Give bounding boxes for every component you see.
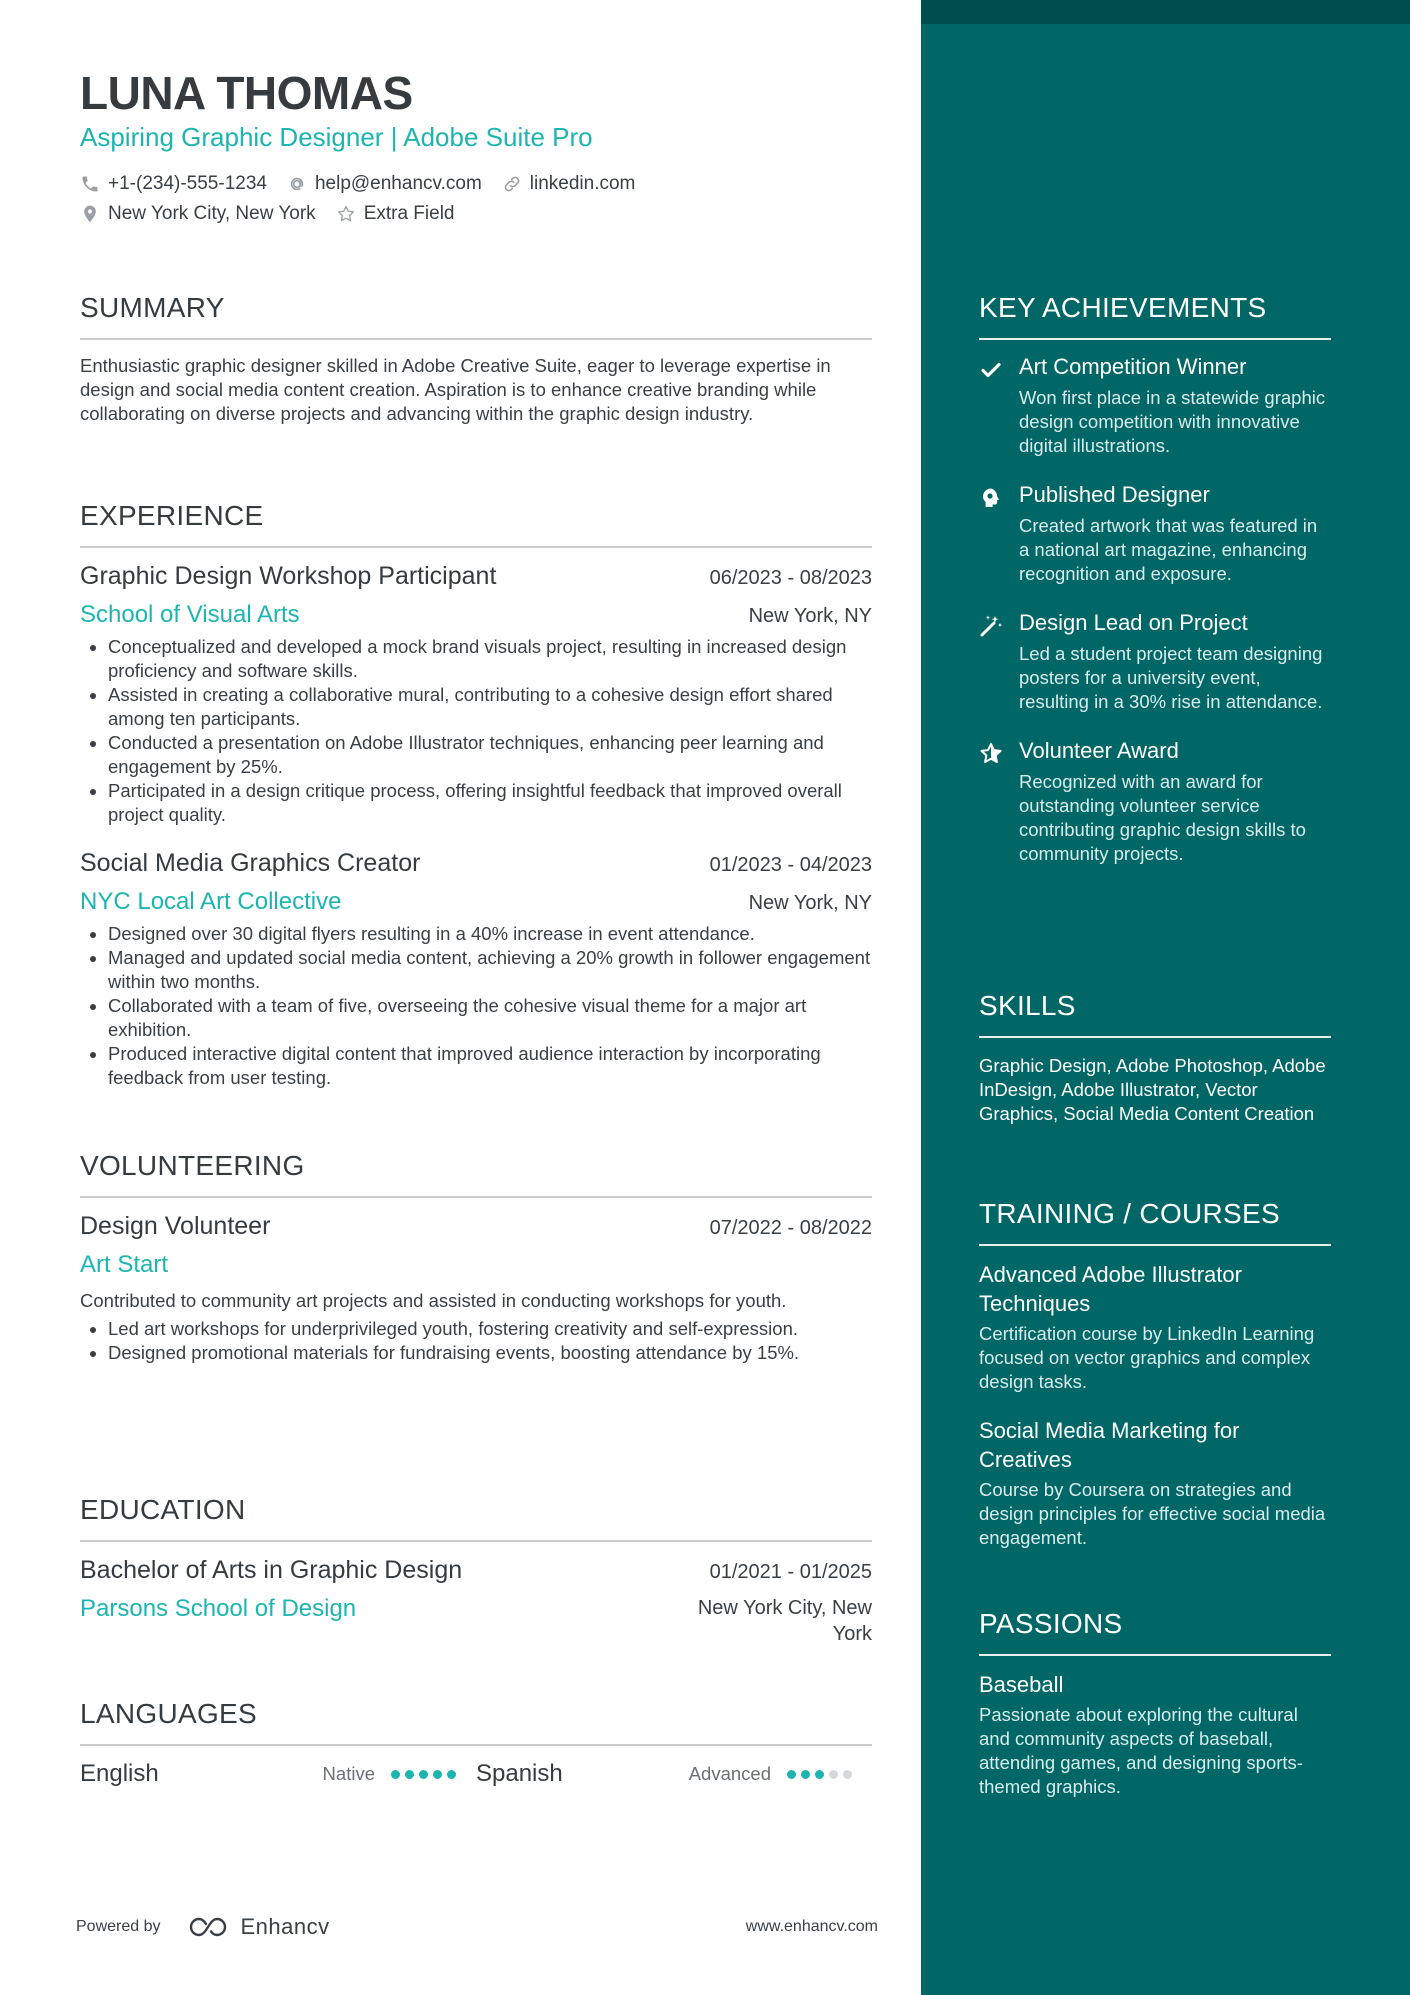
volunteering-heading: VOLUNTEERING	[80, 1150, 872, 1198]
education-degree: Bachelor of Arts in Graphic Design	[80, 1556, 463, 1584]
passion-title: Baseball	[979, 1672, 1064, 1697]
star-outline-icon	[336, 204, 356, 224]
contact-link	[502, 173, 636, 195]
job-role: Graphic Design Workshop Participant	[80, 562, 497, 590]
passions-heading: PASSIONS	[979, 1608, 1331, 1656]
achievements-section	[979, 292, 1331, 866]
job-entry	[80, 562, 872, 827]
summary-section	[80, 292, 872, 426]
list-item: Collaborated with a team of five, overseeing the cohesive visual theme for a major art exhibition.	[80, 994, 872, 1042]
list-item: Designed over 30 digital flyers resulting in a 40% increase in event attendance.	[80, 922, 872, 946]
achievement-item	[979, 738, 1331, 866]
language-name: Spanish	[476, 1760, 563, 1787]
achievement-body	[1019, 738, 1331, 866]
email-text[interactable]: help@enhancv.com	[314, 173, 482, 194]
achievements-heading: KEY ACHIEVEMENTS	[979, 292, 1331, 340]
volunteer-role: Design Volunteer	[80, 1212, 271, 1240]
proficiency-dots	[787, 1770, 857, 1779]
link-text[interactable]: linkedin.com	[529, 173, 636, 194]
language-item	[476, 1760, 872, 1788]
experience-heading: EXPERIENCE	[80, 500, 872, 548]
job-subheader	[80, 601, 872, 629]
contact-email	[287, 173, 482, 195]
languages-heading: LANGUAGES	[80, 1698, 872, 1746]
proficiency-dot-empty	[829, 1770, 838, 1779]
volunteer-organization: Art Start	[80, 1251, 169, 1278]
passions-section	[979, 1608, 1331, 1799]
website-link[interactable]: www.enhancv.com	[745, 1918, 878, 1935]
volunteer-header	[80, 1212, 872, 1241]
achievement-title: Design Lead on Project	[1019, 610, 1248, 635]
language-level: Native	[322, 1763, 375, 1784]
contact-extra	[336, 203, 455, 225]
skills-section	[979, 990, 1331, 1126]
location-text: New York City, New York	[108, 203, 316, 224]
volunteer-dates: 07/2022 - 08/2022	[709, 1217, 872, 1239]
achievement-body	[1019, 354, 1331, 458]
training-heading: TRAINING / COURSES	[979, 1198, 1331, 1246]
list-item: Designed promotional materials for fundraising events, boosting attendance by 15%.	[80, 1341, 872, 1365]
candidate-title: Aspiring Graphic Designer | Adobe Suite Pro	[80, 122, 593, 152]
at-icon	[287, 174, 307, 194]
job-bullets	[80, 635, 872, 827]
achievement-description: Created artwork that was featured in a national art magazine, enhancing recognition and exposure.	[1019, 515, 1318, 584]
location-pin-icon	[80, 204, 100, 224]
job-subheader	[80, 888, 872, 916]
proficiency-dot-filled	[801, 1770, 810, 1779]
job-organization: NYC Local Art Collective	[80, 888, 342, 915]
languages-row	[80, 1760, 872, 1788]
phone-icon	[80, 174, 100, 194]
list-item: Conducted a presentation on Adobe Illustrator techniques, enhancing peer learning and engagement by 25%.	[80, 731, 872, 779]
proficiency-dot-filled	[447, 1770, 456, 1779]
list-item: Conceptualized and developed a mock brand visuals project, resulting in increased design proficiency and software skills.	[80, 635, 872, 683]
proficiency-dot-filled	[419, 1770, 428, 1779]
course-item	[979, 1260, 1331, 1394]
proficiency-dot-filled	[787, 1770, 796, 1779]
checkmark-icon	[979, 354, 1003, 458]
link-icon	[502, 174, 522, 194]
education-dates: 01/2021 - 01/2025	[709, 1561, 872, 1583]
job-dates: 01/2023 - 04/2023	[709, 854, 872, 876]
job-dates: 06/2023 - 08/2023	[709, 567, 872, 589]
job-location: New York, NY	[748, 605, 872, 627]
list-item: Led art workshops for underprivileged youth, fostering creativity and self-expression.	[80, 1317, 872, 1341]
list-item: Participated in a design critique process, offering insightful feedback that improved overall project quality.	[80, 779, 872, 827]
powered-by-label: Powered by	[76, 1918, 161, 1935]
footer	[76, 1914, 878, 1940]
achievement-body	[1019, 482, 1331, 586]
achievement-description: Won first place in a statewide graphic design competition with innovative digital illustrations.	[1019, 387, 1326, 456]
skills-heading: SKILLS	[979, 990, 1331, 1038]
course-title: Social Media Marketing for Creatives	[979, 1418, 1240, 1472]
contact-location	[80, 203, 316, 225]
achievement-description: Recognized with an award for outstanding volunteer service contributing graphic design skills to community projects.	[1019, 771, 1306, 864]
extra-field-text: Extra Field	[363, 203, 455, 224]
phone-text[interactable]: +1-(234)-555-1234	[108, 173, 267, 194]
education-subheader	[80, 1595, 872, 1647]
experience-section	[80, 500, 872, 1090]
contact-row-1	[80, 173, 655, 195]
job-header	[80, 562, 872, 591]
job-entry	[80, 849, 872, 1090]
skills-text: Graphic Design, Adobe Photoshop, Adobe InDesign, Adobe Illustrator, Vector Graphics, Social Media Content Creation	[979, 1055, 1326, 1124]
course-title: Advanced Adobe Illustrator Techniques	[979, 1262, 1242, 1316]
achievement-item	[979, 354, 1331, 458]
volunteer-description: Contributed to community art projects and assisted in conducting workshops for youth.	[80, 1290, 787, 1311]
list-item: Produced interactive digital content that improved audience interaction by incorporating feedback from user testing.	[80, 1042, 872, 1090]
education-heading: EDUCATION	[80, 1494, 872, 1542]
brain-icon	[979, 482, 1003, 586]
star-icon	[979, 738, 1003, 866]
proficiency-dot-filled	[391, 1770, 400, 1779]
summary-heading: SUMMARY	[80, 292, 872, 340]
achievement-description: Led a student project team designing posters for a university event, resulting in a 30% rise in attendance.	[1019, 643, 1323, 712]
language-level: Advanced	[688, 1763, 771, 1784]
list-item: Assisted in creating a collaborative mural, contributing to a cohesive design effort shared among ten participants.	[80, 683, 872, 731]
job-bullets	[80, 922, 872, 1090]
languages-section	[80, 1698, 872, 1788]
passion-description: Passionate about exploring the cultural and community aspects of baseball, attending games, and designing sports-themed graphics.	[979, 1704, 1303, 1797]
achievement-title: Published Designer	[1019, 482, 1210, 507]
achievement-title: Art Competition Winner	[1019, 354, 1247, 379]
contact-phone	[80, 173, 267, 195]
volunteering-section	[80, 1150, 872, 1365]
course-description: Course by Coursera on strategies and design principles for effective social media engagement.	[979, 1479, 1326, 1548]
summary-text: Enthusiastic graphic designer skilled in Adobe Creative Suite, eager to leverage expertise in design and social media content creation. Aspiration is to enhance creative branding while collaborating on diverse projects and advancing within the graphic design industry.	[80, 355, 831, 424]
job-role: Social Media Graphics Creator	[80, 849, 421, 877]
brand-name[interactable]: Enhancv	[240, 1914, 330, 1939]
course-item	[979, 1416, 1331, 1550]
enhancv-logo-icon	[187, 1915, 233, 1939]
achievement-body	[1019, 610, 1331, 714]
job-organization: School of Visual Arts	[80, 601, 300, 628]
list-item: Managed and updated social media content, achieving a 20% growth in follower engagement within two months.	[80, 946, 872, 994]
achievement-title: Volunteer Award	[1019, 738, 1179, 763]
job-location: New York, NY	[748, 892, 872, 914]
education-header	[80, 1556, 872, 1585]
education-school: Parsons School of Design	[80, 1595, 357, 1622]
proficiency-dot-empty	[843, 1770, 852, 1779]
powered-by	[76, 1914, 330, 1940]
sidebar-top-band	[921, 0, 1410, 24]
language-item	[80, 1760, 476, 1788]
job-header	[80, 849, 872, 878]
language-name: English	[80, 1760, 159, 1787]
volunteer-bullets	[80, 1317, 872, 1365]
proficiency-dot-filled	[405, 1770, 414, 1779]
proficiency-dots	[391, 1770, 461, 1779]
achievement-item	[979, 610, 1331, 714]
training-section	[979, 1198, 1331, 1550]
proficiency-dot-filled	[433, 1770, 442, 1779]
candidate-name: LUNA THOMAS	[80, 67, 413, 119]
course-description: Certification course by LinkedIn Learning focused on vector graphics and complex design tasks.	[979, 1323, 1315, 1392]
contact-row-2	[80, 203, 475, 225]
achievement-item	[979, 482, 1331, 586]
magic-wand-icon	[979, 610, 1003, 714]
education-section	[80, 1494, 872, 1647]
proficiency-dot-filled	[815, 1770, 824, 1779]
education-location: New York City, New York	[697, 1597, 872, 1645]
